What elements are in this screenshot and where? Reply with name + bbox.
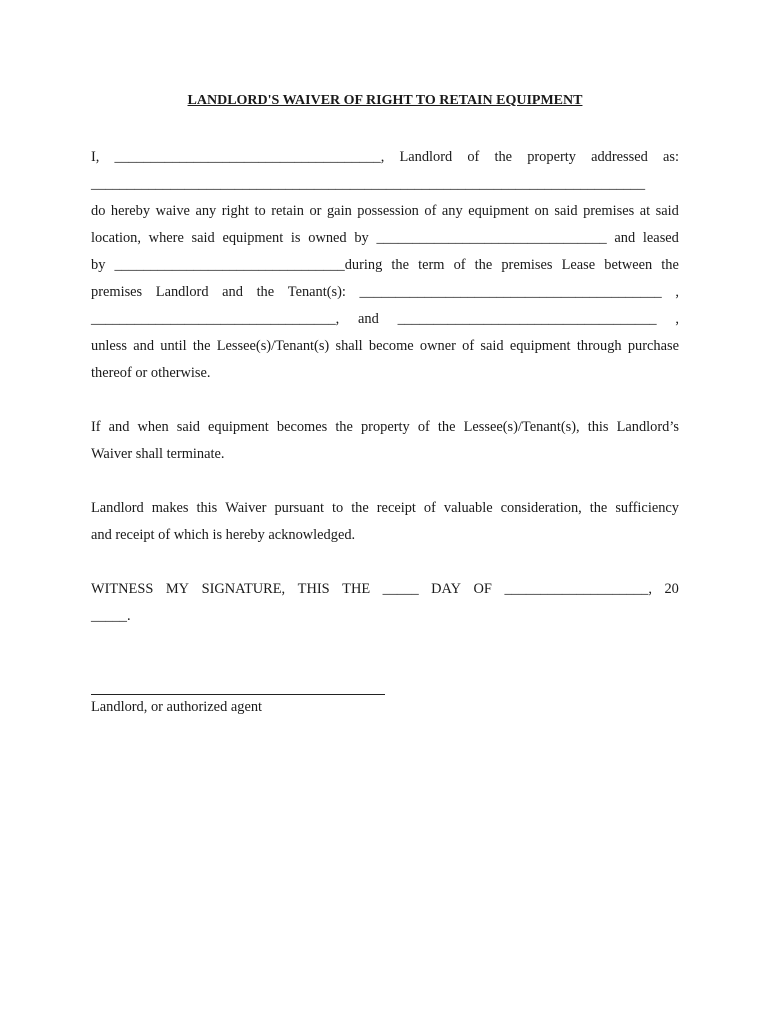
word: receipt xyxy=(376,500,416,516)
word: unless xyxy=(91,338,127,354)
word: become xyxy=(368,338,414,354)
word: and xyxy=(358,311,379,327)
word: through xyxy=(576,338,622,354)
word: any xyxy=(441,203,463,219)
paragraph1-line4 xyxy=(91,229,679,247)
word: DAY xyxy=(431,581,462,597)
word: Landlord xyxy=(155,284,209,300)
word: OF xyxy=(473,581,492,597)
word: to xyxy=(254,203,266,219)
word: leased xyxy=(642,230,679,246)
word: Waiver xyxy=(225,500,267,516)
word: where xyxy=(148,230,184,246)
word: equipment xyxy=(468,203,529,219)
word: waive xyxy=(155,203,190,219)
word: ____________________________________ xyxy=(397,311,657,327)
word: retain xyxy=(271,203,304,219)
word: the xyxy=(494,149,513,165)
word: when xyxy=(137,419,169,435)
word: I, xyxy=(91,149,100,165)
word: to xyxy=(332,500,344,516)
word: of xyxy=(423,500,436,516)
word: between xyxy=(604,257,653,273)
word: location, xyxy=(91,230,141,246)
word: and xyxy=(108,419,130,435)
word: the xyxy=(256,284,275,300)
word: sufficiency xyxy=(615,500,679,516)
word: __________________________________, xyxy=(91,311,340,327)
word: possession xyxy=(357,203,419,219)
word: do xyxy=(91,203,106,219)
word: of xyxy=(462,338,475,354)
word: said xyxy=(655,203,679,219)
word: this xyxy=(196,500,218,516)
paragraph1-line5 xyxy=(91,256,679,274)
paragraph1-line7 xyxy=(91,310,679,328)
word: this xyxy=(587,419,609,435)
paragraph1-line3 xyxy=(91,202,679,220)
word: the xyxy=(661,257,679,273)
word: makes xyxy=(151,500,189,516)
word: Landlord xyxy=(91,500,144,516)
word: pursuant xyxy=(274,500,325,516)
word: or xyxy=(309,203,322,219)
paragraph1-line1 xyxy=(91,148,679,166)
word: equipment xyxy=(222,230,284,246)
word: If xyxy=(91,419,101,435)
word: of xyxy=(453,257,466,273)
word: as: xyxy=(662,149,679,165)
word: equipment xyxy=(509,338,571,354)
word: of xyxy=(424,203,437,219)
word: the xyxy=(335,419,353,435)
signature-line xyxy=(91,694,385,695)
word: equipment xyxy=(208,419,269,435)
paragraph3-line2: and receipt of which is hereby acknowledged. xyxy=(91,527,356,543)
word: is xyxy=(290,230,301,246)
word: owner xyxy=(419,338,456,354)
word: gain xyxy=(326,203,352,219)
word: addressed xyxy=(591,149,648,165)
word: Lease xyxy=(561,257,596,273)
word: SIGNATURE, xyxy=(201,581,286,597)
word: any xyxy=(195,203,217,219)
paragraph3-line1 xyxy=(91,499,679,517)
word: said xyxy=(480,338,504,354)
word: THIS xyxy=(297,581,330,597)
word: , xyxy=(675,311,679,327)
word: _____ xyxy=(382,581,419,597)
word: Landlord xyxy=(399,149,453,165)
word: premises xyxy=(501,257,553,273)
paragraph1-line2-rule: _____________________________________________________________________________ xyxy=(91,176,646,192)
word: and xyxy=(222,284,243,300)
word: WITNESS xyxy=(91,581,154,597)
document-title: LANDLORD'S WAIVER OF RIGHT TO RETAIN EQUIPMENT xyxy=(187,93,583,108)
word: consideration, xyxy=(500,500,582,516)
word: ____________________, xyxy=(504,581,652,597)
word: premises xyxy=(583,203,635,219)
word: becomes xyxy=(276,419,328,435)
paragraph1-line6 xyxy=(91,283,679,301)
word: 20 xyxy=(664,581,679,597)
word: premises xyxy=(91,284,143,300)
word: by xyxy=(354,230,369,246)
word: said xyxy=(191,230,215,246)
word: at xyxy=(639,203,651,219)
word: and xyxy=(614,230,636,246)
word: Landlord’s xyxy=(616,419,679,435)
word: until xyxy=(160,338,187,354)
word: said xyxy=(176,419,200,435)
word: THE xyxy=(342,581,371,597)
word: MY xyxy=(165,581,190,597)
word: the xyxy=(391,257,409,273)
word: __________________________________________ xyxy=(359,284,662,300)
word: Lessee(s)/Tenant(s), xyxy=(463,419,580,435)
word: of xyxy=(417,419,430,435)
word: the xyxy=(192,338,211,354)
word: valuable xyxy=(443,500,493,516)
word: ________________________________ xyxy=(376,230,607,246)
paragraph1-line8 xyxy=(91,337,679,355)
word: shall xyxy=(335,338,363,354)
word: purchase xyxy=(627,338,679,354)
word: owned xyxy=(308,230,347,246)
signature-caption: Landlord, or authorized agent xyxy=(91,699,263,715)
word: by xyxy=(91,257,106,273)
word: said xyxy=(554,203,578,219)
word: hereby xyxy=(110,203,151,219)
paragraph1-line9: thereof or otherwise. xyxy=(91,365,211,381)
word: the xyxy=(437,419,456,435)
word: on xyxy=(534,203,549,219)
word: _____________________________________, xyxy=(114,149,385,165)
word: ________________________________during xyxy=(114,257,383,273)
word: the xyxy=(589,500,608,516)
word: property xyxy=(527,149,576,165)
word: and xyxy=(133,338,155,354)
word: the xyxy=(351,500,369,516)
word: right xyxy=(221,203,249,219)
word: Tenant(s): xyxy=(287,284,346,300)
witness-line1 xyxy=(91,580,679,598)
word: Lessee(s)/Tenant(s) xyxy=(216,338,330,354)
paragraph2-line1 xyxy=(91,418,679,436)
word: , xyxy=(675,284,679,300)
word: property xyxy=(360,419,410,435)
word: term xyxy=(418,257,445,273)
word: of xyxy=(467,149,480,165)
witness-line2: _____. xyxy=(91,608,131,624)
paragraph2-line2: Waiver shall terminate. xyxy=(91,446,225,462)
word: the xyxy=(474,257,493,273)
